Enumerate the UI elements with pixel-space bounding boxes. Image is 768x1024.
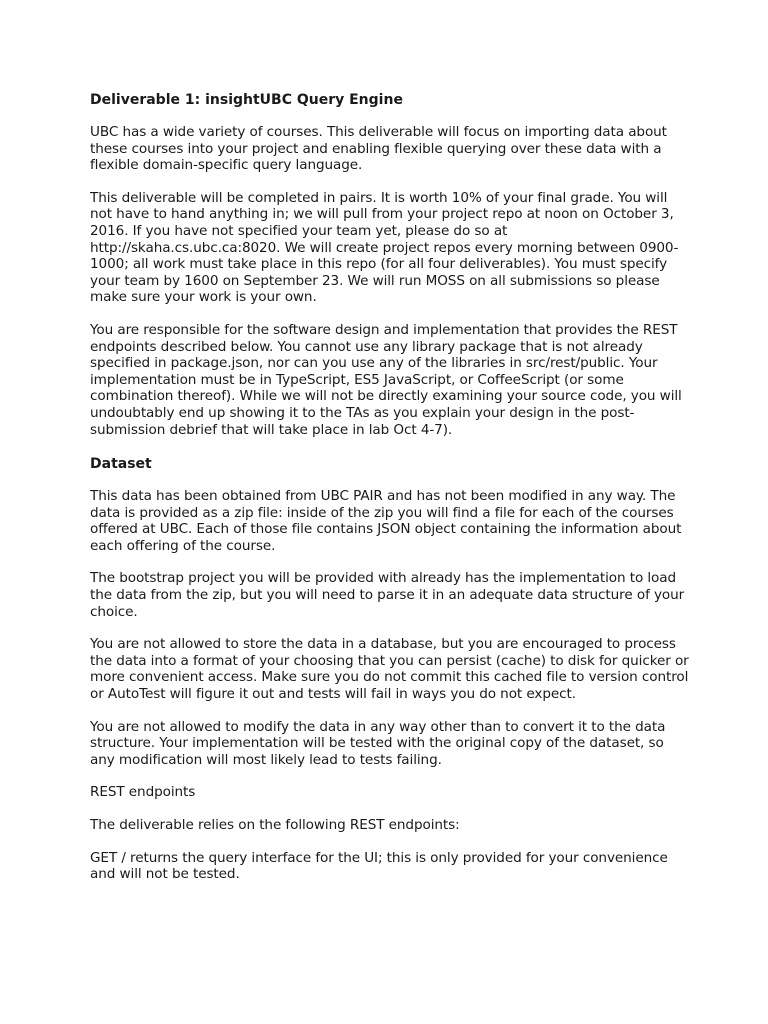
rest-paragraph-1: The deliverable relies on the following REST endpoints: xyxy=(90,817,460,833)
intro-paragraph-1: UBC has a wide variety of courses. This deliverable will focus on importing data about these courses into your project and enabling flexible querying over these data with a flexible domain-specific query language. xyxy=(90,124,667,174)
dataset-paragraph-2: The bootstrap project you will be provided with already has the implementation to load the data from the zip, but you will need to parse it in an adequate data structure of your choice. xyxy=(90,570,685,620)
rest-paragraph-2: GET / returns the query interface for the UI; this is only provided for your convenience and will not be tested. xyxy=(90,849,668,883)
intro-paragraph-2: This deliverable will be completed in pairs. It is worth 10% of your final grade. You will not have to hand anything in; we will pull from your project repo at noon on October 3, 2016. If you have not specified your team yet, please do so at http://skaha.cs.ubc.ca:8020. We will create project repos every morning between 0900-1000; all work must take place in this repo (for all four deliverables). You must specify your team by 1600 on September 23. We will run MOSS on all submissions so please make sure your work is your own. xyxy=(90,189,679,306)
document-page xyxy=(90,90,690,899)
rest-heading: REST endpoints xyxy=(90,784,196,801)
intro-paragraph-3: You are responsible for the software design and implementation that provides the REST endpoints described below. You cannot use any library package that is not already specified in package.json, nor can you use any of the libraries in src/rest/public. Your implementation must be in TypeScript, ES5 JavaScript, or CoffeeScript (or some combination thereof). While we will not be directly examining your source code, you will undoubtably end up showing it to the TAs as you explain your design in the post-submission debrief that will take place in lab Oct 4-7). xyxy=(90,321,682,438)
dataset-paragraph-3: You are not allowed to store the data in a database, but you are encouraged to process the data into a format of your choosing that you can persist (cache) to disk for quicker or more convenient access. Make sure you do not commit this cached file to version control or AutoTest will figure it out and tests will fail in ways you do not expect. xyxy=(90,636,689,703)
dataset-heading: Dataset xyxy=(90,456,152,473)
document-title: Deliverable 1: insightUBC Query Engine xyxy=(90,92,403,108)
dataset-paragraph-1: This data has been obtained from UBC PAIR and has not been modified in any way. The data is provided as a zip file: inside of the zip you will find a file for each of the courses offered at UBC. Each of those file contains JSON object containing the information about each offering of the course. xyxy=(90,488,682,554)
dataset-paragraph-4: You are not allowed to modify the data in any way other than to convert it to the data structure. Your implementation will be tested with the original copy of the dataset, so any modification will most likely lead to tests failing. xyxy=(90,718,666,768)
